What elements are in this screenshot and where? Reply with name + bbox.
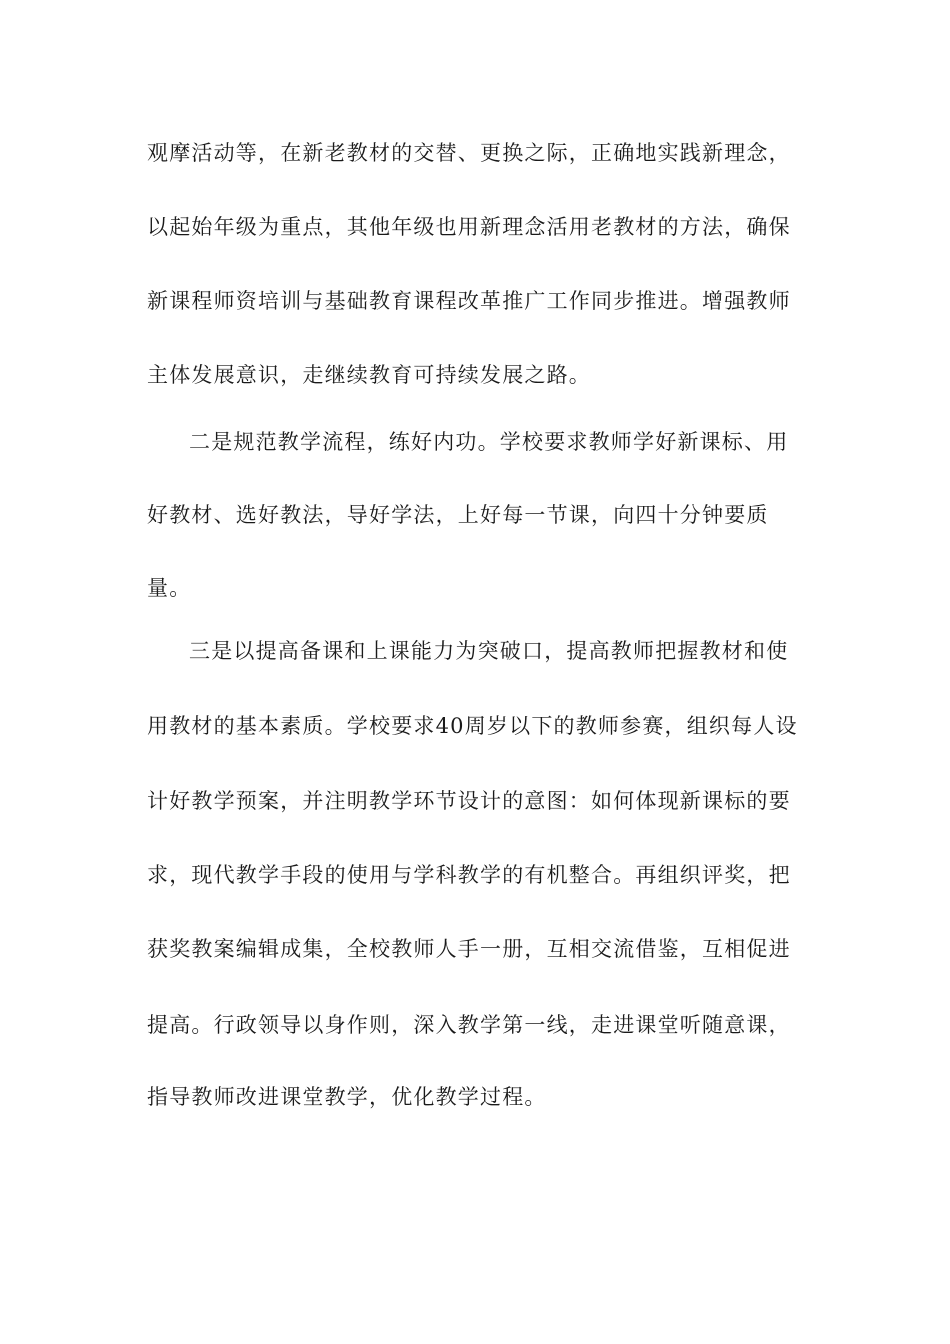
text-line: 获奖教案编辑成集，全校教师人手一册，互相交流借鉴，互相促进 bbox=[147, 937, 791, 961]
text-line: 观摩活动等，在新老教材的交替、更换之际，正确地实践新理念， bbox=[147, 141, 791, 165]
text-line: 量。 bbox=[147, 576, 192, 600]
paragraph-start-line: 二是规范教学流程，练好内功。学校要求教师学好新课标、用 bbox=[189, 430, 789, 454]
text-line: 新课程师资培训与基础教育课程改革推广工作同步推进。增强教师 bbox=[147, 289, 791, 313]
text-line: 好教材、选好教法，导好学法，上好每一节课，向四十分钟要质 bbox=[147, 503, 769, 527]
text-line: 主体发展意识，走继续教育可持续发展之路。 bbox=[147, 363, 591, 387]
text-line: 用教材的基本素质。学校要求40周岁以下的教师参赛，组织每人设 bbox=[147, 714, 798, 738]
text-line: 指导教师改进课堂教学，优化教学过程。 bbox=[147, 1085, 547, 1109]
text-line: 计好教学预案，并注明教学环节设计的意图：如何体现新课标的要 bbox=[147, 789, 791, 813]
text-line: 求，现代教学手段的使用与学科教学的有机整合。再组织评奖，把 bbox=[147, 863, 791, 887]
paragraph-start-line: 三是以提高备课和上课能力为突破口，提高教师把握教材和使 bbox=[189, 639, 789, 663]
text-line: 以起始年级为重点，其他年级也用新理念活用老教材的方法，确保 bbox=[147, 215, 791, 239]
text-line: 提高。行政领导以身作则，深入教学第一线，走进课堂听随意课， bbox=[147, 1013, 791, 1037]
